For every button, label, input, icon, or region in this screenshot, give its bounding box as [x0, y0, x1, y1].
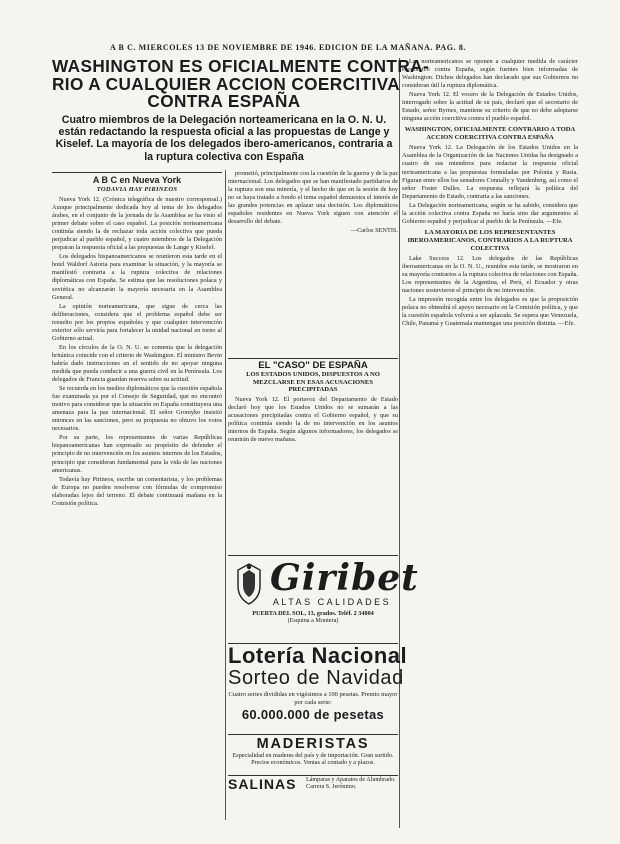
main-deck: Cuatro miembros de la Delegación norteamericana en la O. N. U. están redactando la respuesta oficial a las propuestas de Lange y Kiselef. La mayoría de los delegados ibero-americanos, contraria a la ruptura colectiva con España — [55, 114, 393, 163]
giribet-address: PUERTA DEL SOL, 13, grados. Teléf. 2 34804 — [252, 610, 374, 617]
loteria-prize: 60.000.000 de pesetas — [241, 706, 385, 722]
right-column-headline: WASHINGTON, OFICIALMENTE CONTRARIO A TODA ACCION COERCITIVA CONTRA ESPAÑA — [404, 126, 576, 142]
story-continuation: prometió, principalmente con la cuestión de la guerra y de la paz internacional. Los delegados que se han manifestado partidarios de la ruptura son una minoría, y el hecho de que en la sesión de hoy no se haya tratado a fondo el tema español demuestra el interés de las grandes potencias en aplazar una decisión. Los diplomáticos españoles residentes en Nueva York siguen con atención el desarrollo del debate. — [228, 170, 398, 226]
salinas-title: SALINAS — [228, 776, 297, 792]
right-column-headline: LA MAYORIA DE LOS REPRESENTANTES IBEROAMERICANOS, CONTRARIOS A LA RUPTURA COLECTIVA — [407, 228, 573, 252]
story-paragraph: Todavía hay Pirineos, escribe un comentarista, y los problemas de Europa no pueden resolverse con fórmulas de compromiso elaboradas lejos del terreno. El debate continuará mañana en la Comisión política. — [52, 475, 222, 507]
kicker-subtitle: TODAVIA HAY PIRINEOS — [96, 186, 178, 193]
running-head: A B C. MIERCOLES 13 DE NOVIEMBRE DE 1946. EDICION DE LA MAÑANA. PAG. 8. — [110, 43, 467, 52]
salinas-text: Lámparas y Aparatos de Alumbrado. Carrera S. Jerónimo. — [306, 777, 396, 791]
story-paragraph: Por su parte, los representantes de varias Repúblicas hispanoamericanas han expresado su propósito de defender el principio de no intervención en los asuntos internos de los Estados, principio que consideran fundamental para la vida de las naciones americanas. — [52, 434, 222, 474]
ads-top-rule — [228, 555, 398, 556]
crest-icon — [234, 562, 264, 606]
right-column-paragraph: La impresión recogida entre los delegados es que la proposición polaca no obtendrá el apoyo necesario en la Comisión política, y que la cuestión española volverá a ser aplazada. Se espera que Venezuela, Chile, Panamá y Guatemala mantengan una posición distinta. —Efe. — [402, 296, 578, 328]
maderistas-title: MADERISTAS — [256, 736, 370, 752]
story2-top-rule — [228, 358, 398, 359]
maderistas-text: Especialidad en maderas del país y de importación. Gran surtido. Precios económicos. Ventas al contado y a plazos. — [232, 752, 394, 767]
secondary-story — [228, 360, 398, 456]
ad-loteria — [228, 643, 408, 733]
story-paragraph: Nueva York 12. (Crónica telegráfica de nuestro corresponsal.) Aunque principalmente dedicada hoy al tema de los delegados árabes, en el conjunto de la jornada de la Asamblea se ha visto el primer debate sobre el caso español. La posición norteamericana continúa siendo la de rechazar toda acción colectiva que pueda perjudicar al pueblo español, y cuatro miembros de la Delegación preparan la respuesta oficial a las propuestas de Lange y Kiselef. — [52, 196, 222, 252]
main-headline — [52, 56, 430, 111]
column-rule-2 — [399, 58, 400, 828]
giribet-address-note: (Esquina a Montera) — [287, 617, 339, 625]
story-paragraph: En los círculos de la O. N. U. se comenta que la delegación británica coincide con el criterio de Washington. El ministro Bevin habría dado instrucciones en el sentido de no apoyar ninguna medida que pueda conducir a una guerra civil en la Península. Los delegados de Francia guardan reserva sobre su actitud. — [52, 343, 222, 384]
right-column-paragraph: Lake Success 12. Los delegados de las Repúblicas iberoamericanas en la O. N. U., reunidos esta tarde, se mostraron en su mayoría contrarios a la ruptura colectiva de relaciones con España. Los representantes de la Argentina, el Perú, el Ecuador y otras naciones sostuvieron el principio de no intervención. — [402, 254, 578, 295]
headline-line-1: WASHINGTON ES OFICIALMENTE CONTRA- — [52, 56, 430, 76]
secondary-story-title: EL "CASO" DE ESPAÑA — [258, 360, 368, 371]
story-paragraph: La opinión norteamericana, que sigue de cerca las deliberaciones, considera que el problema español debe ser resuelto por los propios españoles y que cualquier intervención exterior sólo serviría para fortalecer la unidad nacional en torno al Gobierno actual. — [52, 302, 222, 342]
story-paragraph: Los delegados hispanoamericanos se reunieron esta tarde en el hotel Waldorf Astoria para examinar la situación, y la mayoría se manifestó contraria a la ruptura colectiva de relaciones diplomáticas con España. Se estima que las resoluciones polaca y soviética no alcanzarán la mayoría necesaria en la Asamblea General. — [52, 253, 222, 301]
secondary-story-subtitle: LOS ESTADOS UNIDOS, DISPUESTOS A NO MEZCLARSE EN ESAS ACUSACIONES PRECIPITADAS — [246, 371, 380, 394]
section-divider — [52, 172, 222, 173]
headline-line-3: CONTRA ESPAÑA — [147, 91, 301, 111]
column-rule-1 — [225, 170, 226, 820]
ad-salinas — [228, 776, 398, 798]
maderistas-top-rule — [228, 734, 398, 735]
loteria-subtitle: Sorteo de Navidad — [228, 667, 404, 689]
loteria-title: Lotería Nacional — [228, 643, 408, 668]
secondary-story-body: Nueva York 12. El portavoz del Departamento de Estado declaró hoy que los Estados Unidos no se sumarán a las acusaciones precipitadas contra el Gobierno español, y que su política continúa siendo la de no intervención en los asuntos internos de España. Según algunos informadores, los delegados se reunirán de nuevo mañana. — [228, 395, 398, 443]
loteria-text: Cuatro series divididas en vigésimos a 100 pesetas. Premio mayor por cada serie: — [228, 691, 398, 706]
ad-giribet — [228, 557, 419, 642]
story-signature: —Carlos SENTIS. — [350, 227, 398, 235]
right-column-intro: Los norteamericanos se oponen a cualquier medida de carácter económico contra España, según fuentes bien informadas de Washington. Dichos delegados han declarado que sus Gobiernos no consideran útil la ruptura diplomática. — [402, 58, 578, 90]
headline-line-2: RIO A CUALQUIER ACCION COERCITIVA — [52, 73, 401, 94]
giribet-tagline: ALTAS CALIDADES — [272, 597, 392, 607]
right-column-paragraph: La Delegación norteamericana, según se ha sabido, considera que la acción colectiva contra España no haría sino dar argumentos al Gobierno español y perjudicar al pueblo de la Península. —Efe. — [402, 201, 578, 225]
right-column — [402, 58, 578, 828]
main-story-column-2 — [228, 170, 398, 358]
ad-maderistas — [228, 736, 398, 776]
giribet-address-block — [228, 610, 398, 625]
main-story-column-1 — [52, 170, 222, 820]
kicker-abc-nueva-york: A B C en Nueva York — [92, 175, 182, 185]
right-column-paragraph: Nueva York 12. El vocero de la Delegación de Estados Unidos, interrogado sobre la actitud de su país, declaró que el secretario de Estado, señor Byrnes, mantiene su criterio de que no debe adoptarse ninguna acción coercitiva contra el pueblo español. — [402, 91, 578, 123]
right-column-paragraph: Nueva York 12. La Delegación de los Estados Unidos en la Asamblea de la Organización de las Naciones Unidas ha designado a cuatro de sus miembros para redactar la respuesta oficial norteamericana a las propuestas formuladas por Polonia y Rusia. Figuran entre ellos los senadores Connally y Vandenberg, así como el señor Foster Dulles. La respuesta reflejará la política del Departamento de Estado, contraria a las sanciones. — [402, 144, 578, 200]
story-paragraph: Se recuerda en los medios diplomáticos que la cuestión española fue examinada ya por el Consejo de Seguridad, que no encontró motivo para considerar que la situación en España constituyera una amenaza para la paz internacional. El señor Gromyko insistió entonces en las sanciones, pero su propuesta no obtuvo los votos necesarios. — [52, 385, 222, 433]
giribet-brand: Giribet — [270, 557, 419, 599]
